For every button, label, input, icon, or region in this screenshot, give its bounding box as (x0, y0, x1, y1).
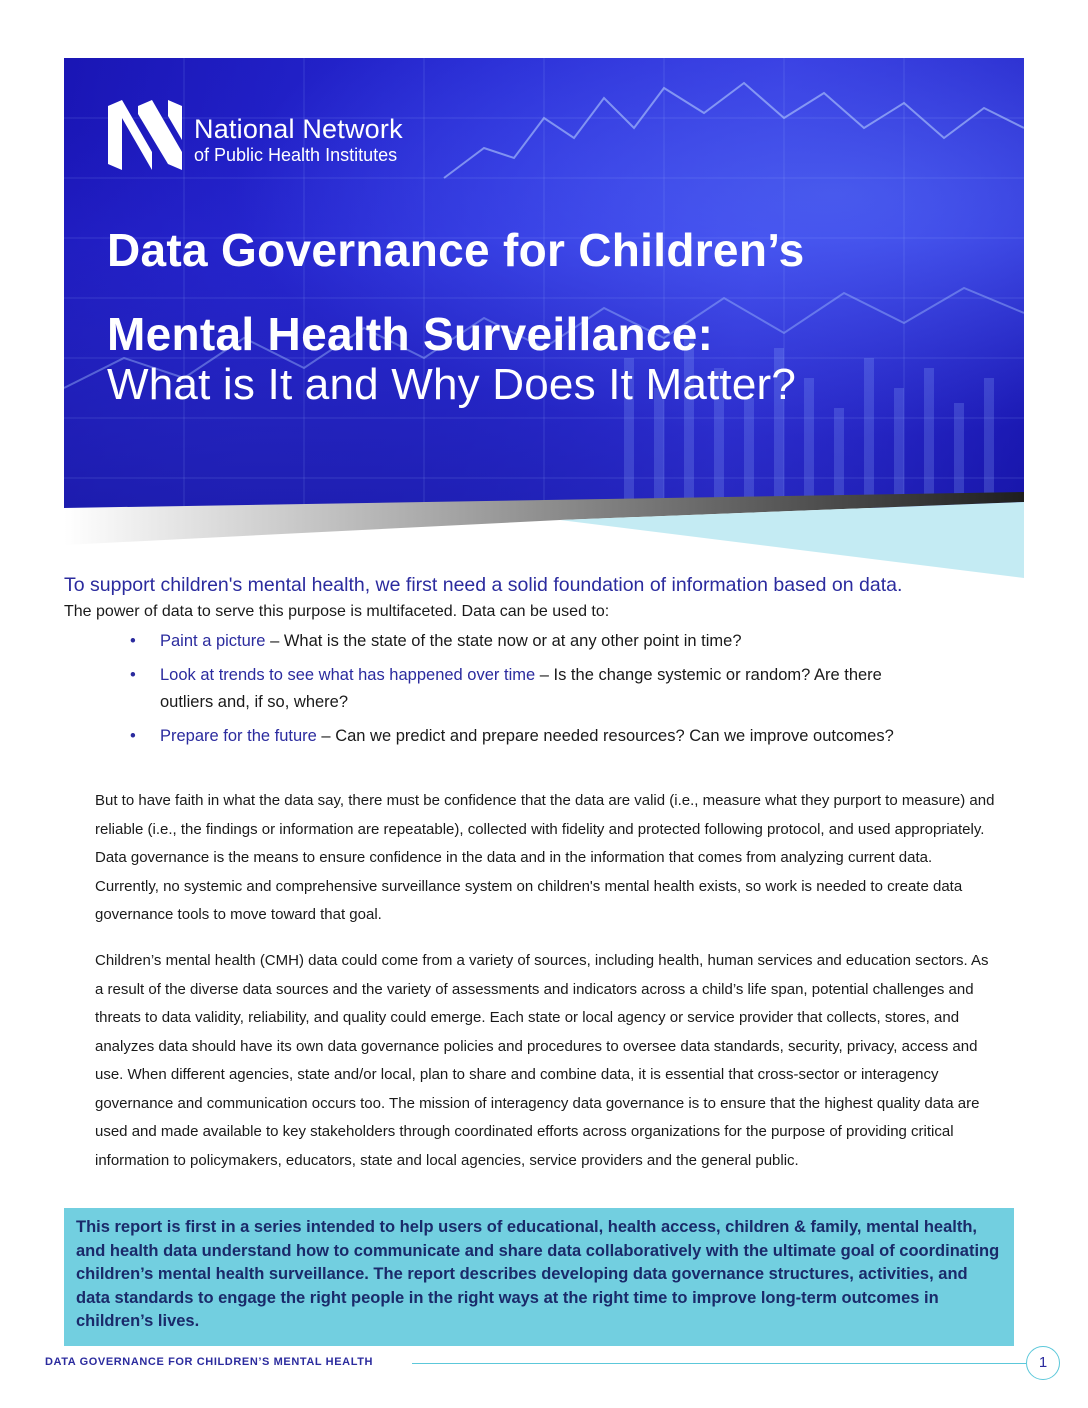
bullet-icon: • (130, 632, 136, 650)
hero-banner (64, 58, 1024, 508)
bullet-highlight: Look at trends to see what has happened over time (160, 666, 536, 684)
page-title (107, 208, 1007, 376)
bullet-icon: • (130, 666, 136, 684)
org-logo (108, 100, 448, 172)
header-swoosh-divider (0, 490, 1088, 580)
intro-sentence: The power of data to serve this purpose is multifaceted. Data can be used to: (64, 603, 610, 620)
nnphi-logo-icon (108, 100, 184, 172)
bullet-text: – Can we predict and prepare needed resources? Can we improve outcomes? (316, 727, 894, 745)
bullet-icon: • (130, 727, 136, 745)
page-number: 1 (1026, 1346, 1060, 1380)
bullet-highlight: Prepare for the future (160, 727, 317, 745)
title-line2: Mental Health Surveillance: (107, 308, 714, 360)
list-item (130, 723, 930, 750)
report-summary-callout: This report is first in a series intended to help users of educational, health access, children & family, mental health, and health data understand how to communicate and share data collaboratively with the ultimate goal of coordinating children’s mental health surveillance. The report describes developing data governance structures, activities, and data standards to engage the right people in the right ways at the right time to improve long-term outcomes in children’s lives. (64, 1208, 1014, 1346)
page-subtitle: What is It and Why Does It Matter? (107, 360, 797, 409)
list-item (130, 662, 930, 716)
uses-list (130, 628, 930, 757)
lead-statement: To support children's mental health, we first need a solid foundation of information based on data. (64, 574, 903, 596)
list-item (130, 628, 930, 655)
footer-divider (412, 1363, 1026, 1364)
bullet-text: – What is the state of the state now or at any other point in time? (265, 632, 742, 650)
title-line1: Data Governance for Children’s (107, 224, 805, 276)
org-name-line2: of Public Health Institutes (194, 145, 398, 165)
footer-running-title: DATA GOVERNANCE FOR CHILDREN’S MENTAL HEALTH (45, 1356, 374, 1368)
org-name-line1: National Network (194, 114, 403, 144)
body-paragraph-validity: But to have faith in what the data say, there must be confidence that the data are valid (i.e., measure what they purport to measure) and reliable (i.e., the findings or information are repeatable), collected with fidelity and protected following protocol, and used appropriately. Data governance is the means to ensure confidence in the data and in the information that comes from analyzing current data. Currently, no systemic and comprehensive surveillance system on children's mental health exists, so work is needed to create data governance tools to move toward that goal. (95, 792, 995, 923)
bullet-highlight: Paint a picture (160, 632, 266, 650)
body-paragraph-sources: Children’s mental health (CMH) data could come from a variety of sources, including health, human services and education sectors. As a result of the diverse data sources and the variety of assessments and indicators across a child’s life span, potential challenges and threats to data validity, reliability, and quality could emerge. Each state or local agency or service provider that collects, stores, and analyzes data should have its own data governance policies and procedures to oversee data standards, security, privacy, access and use. When different agencies, state and/or local, plan to share and combine data, it is essential that cross-sector or interagency governance and communication occurs too. The mission of interagency data governance is to ensure that the highest quality data are used and made available to key stakeholders through coordinated efforts across organizations for the purpose of providing critical information to policymakers, educators, state and local agencies, service providers and the general public. (95, 952, 989, 1169)
bullet-text: – Is the change systemic or random? Are there outliers and, if so, where? (160, 666, 882, 711)
